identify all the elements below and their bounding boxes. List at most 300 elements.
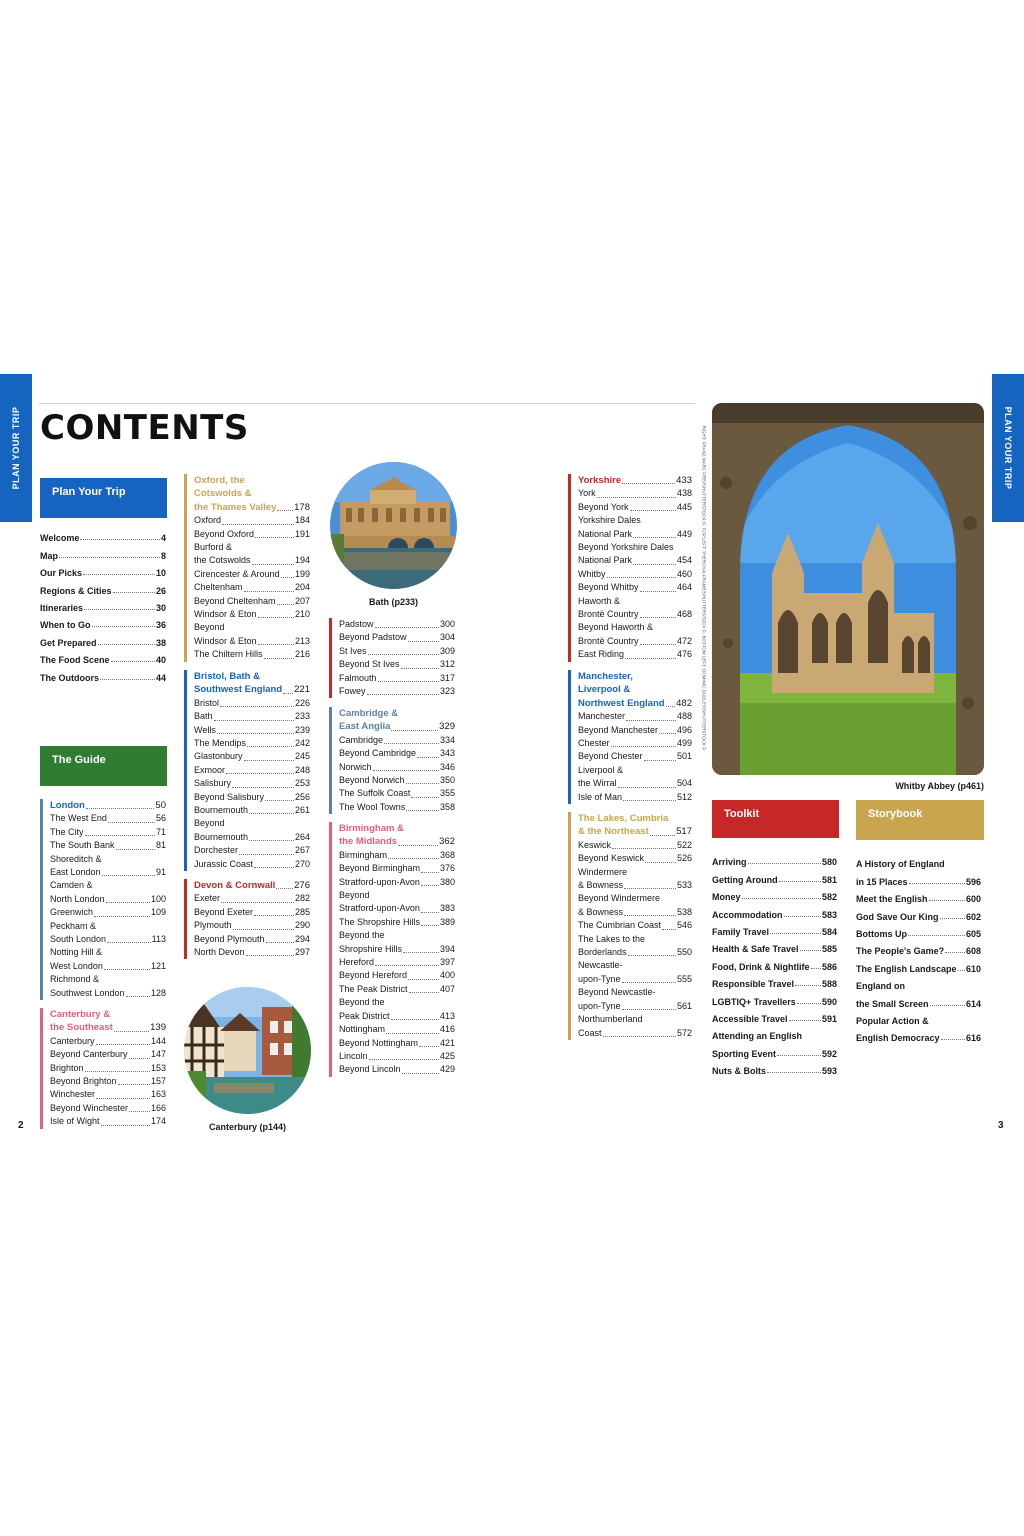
dot-leader [222,524,294,525]
dot-leader [265,800,294,801]
toc-entry-page: 496 [676,724,692,735]
toc-entry-page: 355 [439,788,455,799]
toc-entry-label: Stratford-upon-Avon [339,903,420,914]
toc-entry[interactable] [50,1075,166,1088]
toc-entry-label: National Park [578,555,633,566]
dot-leader [622,1009,676,1010]
dot-leader [811,968,821,969]
section-heading-line: Cambridge & [339,708,399,719]
toc-entry[interactable] [194,514,310,527]
toc-entry[interactable] [578,487,692,500]
toc-entry-page: 421 [439,1037,455,1048]
toc-entry[interactable] [194,621,310,634]
toc-entry[interactable] [712,902,837,919]
toc-entry[interactable] [578,892,692,905]
dot-leader [659,733,676,734]
toc-entry-label: The English Landscape [856,963,957,974]
toc-entry[interactable] [339,929,455,942]
toc-entry[interactable] [194,608,310,621]
toc-entry[interactable] [712,1059,837,1076]
toc-entry-label: LGBTIQ+ Travellers [712,996,796,1007]
bath-illustration [330,462,457,589]
dot-leader [232,787,294,788]
toc-entry-label: upon-Tyne [578,973,621,984]
toc-entry-page: 586 [821,961,837,972]
toc-entry[interactable] [339,943,455,956]
dot-leader [622,982,676,983]
dot-leader [800,950,821,951]
toc-entry[interactable] [856,939,981,956]
toc-entry-page: 593 [821,1066,837,1077]
toc-entry-page: 109 [150,907,166,918]
toc-entry-page: 312 [439,659,455,670]
toc-entry[interactable] [856,974,981,991]
toc-entry[interactable] [856,922,981,939]
toc-entry[interactable] [339,1010,455,1023]
section-tab-label: PLAN YOUR TRIP [1003,406,1013,490]
toc-entry[interactable] [339,983,455,996]
toc-entry[interactable] [50,1102,166,1115]
toc-entry[interactable] [50,973,166,986]
toc-entry[interactable] [578,648,692,661]
toc-entry[interactable] [50,946,166,959]
toc-entry[interactable] [50,879,166,892]
toc-entry[interactable] [50,826,166,839]
toc-entry-page: 290 [294,920,310,931]
toc-entry-label: Borderlands [578,947,627,958]
toc-entry[interactable] [339,902,455,915]
toc-entry[interactable] [578,621,692,634]
toc-entry-page: 407 [439,983,455,994]
toc-entry-label: Beyond [194,818,225,829]
dot-leader [386,1033,439,1034]
toc-entry[interactable] [856,1026,981,1043]
toc-entry[interactable] [339,685,455,698]
section-heading[interactable]: London 50 [50,800,166,811]
toc-entry[interactable] [50,839,166,852]
toc-entry-page: 128 [150,987,166,998]
toc-entry-label: Bristol [194,697,220,708]
toc-entry[interactable] [856,869,981,886]
toc-entry[interactable] [578,866,692,879]
toc-entry-label: Dorchester [194,845,239,856]
toc-entry-label: Beyond Yorkshire Dales [578,542,674,553]
toc-entry-label: Responsible Travel [712,979,795,990]
toc-entry[interactable] [578,501,692,514]
toc-entry-label: Cirencester & Around [194,568,280,579]
toc-entry-page: 191 [294,528,310,539]
toc-entry[interactable] [339,862,455,875]
section-heading[interactable]: the Thames Valley 178 [194,501,310,513]
toc-entry[interactable] [578,1027,692,1040]
toc-entry[interactable] [339,849,455,862]
toc-entry[interactable] [339,969,455,982]
toc-entry[interactable] [578,973,692,986]
toc-entry-page: 270 [294,858,310,869]
toc-entry[interactable] [40,526,166,543]
toc-entry[interactable] [578,879,692,892]
dot-leader [767,1072,821,1073]
section-yorkshire [568,474,692,662]
toc-entry-label: the Wirral [578,778,617,789]
toc-entry[interactable] [578,839,692,852]
toc-entry-label: Wells [194,724,216,735]
toc-entry[interactable] [578,554,692,567]
page-number-left: 2 [18,1120,24,1131]
dot-leader [258,617,294,618]
toc-entry[interactable] [40,543,166,560]
toc-entry-label: the Cotswolds [194,555,251,566]
toc-entry[interactable] [578,906,692,919]
toc-entry[interactable] [578,528,692,541]
toc-entry[interactable] [339,1037,455,1050]
toc-entry[interactable] [194,648,310,661]
toc-entry-page: 582 [821,892,837,903]
dot-leader [378,681,439,682]
dot-leader [908,935,965,936]
toc-entry[interactable] [194,697,310,710]
section-heading[interactable]: Southwest England 221 [194,684,310,696]
toc-entry-page: 550 [676,947,692,958]
toc-entry-page: 581 [821,874,837,885]
toc-entry[interactable] [50,906,166,919]
toc-entry-label: & Bowness [578,906,624,917]
toc-entry-label: Shropshire Hills [339,943,403,954]
toc-entry[interactable] [40,613,166,630]
toc-entry[interactable] [339,734,455,747]
toc-entry[interactable] [712,850,837,867]
toc-entry[interactable] [578,514,692,527]
toc-entry[interactable] [50,1088,166,1101]
toc-entry-page: 592 [821,1048,837,1059]
toc-entry-page: 210 [294,609,310,620]
toc-entry-page: 368 [439,849,455,860]
toc-entry[interactable] [194,791,310,804]
toc-entry[interactable] [578,1013,692,1026]
plan-your-trip-list [40,526,166,683]
dot-leader [770,933,821,934]
dot-leader [421,912,439,913]
toc-entry[interactable] [578,710,692,723]
toc-entry[interactable] [339,876,455,889]
toc-entry[interactable] [50,853,166,866]
toc-entry[interactable] [712,954,837,971]
dot-leader [220,706,294,707]
dot-leader [624,915,676,916]
toc-entry[interactable] [194,892,310,905]
toc-entry[interactable] [578,791,692,804]
section-heading-line: Cotswolds & [194,488,252,500]
dot-leader [217,733,294,734]
toc-entry[interactable] [578,724,692,737]
toc-entry-label: & Bowness [578,880,624,891]
toc-entry[interactable] [194,595,310,608]
toc-entry-label: Peak District [339,1010,390,1021]
dot-leader [59,557,160,558]
toc-entry[interactable] [578,933,692,946]
toc-entry-label: Beyond [194,622,225,633]
toc-entry[interactable] [856,852,981,869]
toc-entry[interactable] [194,777,310,790]
toc-entry-label: Fowey [339,686,366,697]
toc-entry-label: Beyond Salisbury [194,791,265,802]
dot-leader [254,915,294,916]
toc-entry[interactable] [578,581,692,594]
toc-entry-page: 425 [439,1050,455,1061]
toc-entry[interactable] [194,581,310,594]
toc-entry-label: Get Prepared [40,637,97,648]
toc-entry[interactable] [50,1115,166,1128]
toc-entry[interactable] [50,812,166,825]
toc-entry-label: Sporting Event [712,1048,777,1059]
toc-entry-label: The City [50,826,84,837]
toc-entry[interactable] [712,867,837,884]
toc-entry[interactable] [194,750,310,763]
toc-entry-label: The Peak District [339,983,408,994]
toc-entry[interactable] [40,665,166,682]
toc-entry[interactable] [578,777,692,790]
toc-entry[interactable] [194,817,310,830]
toc-entry[interactable] [194,844,310,857]
toc-entry[interactable] [194,858,310,871]
toc-entry[interactable] [194,710,310,723]
toc-entry[interactable] [578,541,692,554]
toc-entry[interactable] [712,1041,837,1058]
dot-leader [640,617,676,618]
toc-entry-label: A History of England [856,859,945,870]
toc-entry[interactable] [339,787,455,800]
dot-leader [85,1071,150,1072]
toc-entry-page: 44 [155,672,166,683]
toc-entry-label: Birmingham [339,849,388,860]
toc-entry[interactable] [578,986,692,999]
toc-entry-label: Beyond Haworth & [578,622,654,633]
toc-entry-label: Southwest London [50,987,125,998]
toc-entry[interactable] [194,554,310,567]
toc-entry-label: Plymouth [194,920,232,931]
dot-leader [252,564,294,565]
dot-leader [611,746,676,747]
dot-leader [94,916,150,917]
toc-entry-label: Welcome [40,533,80,544]
toc-entry[interactable] [578,852,692,865]
toc-entry[interactable] [339,956,455,969]
toc-entry[interactable] [856,904,981,921]
toc-entry[interactable] [339,801,455,814]
toc-entry-page: 460 [676,568,692,579]
toc-entry[interactable] [40,561,166,578]
section-heading[interactable]: Northwest England 482 [578,697,692,709]
toc-entry-page: 26 [155,585,166,596]
toc-entry[interactable] [194,933,310,946]
toc-entry[interactable] [40,648,166,665]
toc-entry[interactable] [194,831,310,844]
toc-entry-label: Beyond Padstow [339,632,407,643]
toc-entry[interactable] [339,1050,455,1063]
toc-entry-label: National Park [578,528,633,539]
toc-entry-page: 147 [150,1049,166,1060]
toc-entry[interactable] [578,919,692,932]
dot-leader [221,902,294,903]
toc-entry[interactable] [339,631,455,644]
toc-entry[interactable] [712,1007,837,1024]
toc-entry[interactable] [712,885,837,902]
section-heading-line: The Lakes, Cumbria [578,813,669,824]
dot-leader [603,1036,676,1037]
section-birmingham [329,822,455,1077]
toc-entry[interactable] [194,724,310,737]
toc-entry[interactable] [339,645,455,658]
toc-entry-label: Beyond Manchester [578,724,659,735]
section-heading[interactable]: the Midlands 362 [339,836,455,848]
toc-entry[interactable] [194,906,310,919]
toc-entry[interactable] [856,956,981,973]
toc-entry[interactable] [40,578,166,595]
bath-caption: Bath (p233) [368,597,418,607]
dot-leader [368,654,439,655]
toc-entry[interactable] [339,618,455,631]
toc-entry-label: Accommodation [712,909,783,920]
toc-entry-page: 584 [821,926,837,937]
toc-entry[interactable] [856,887,981,904]
toc-entry[interactable] [50,920,166,933]
toc-entry-page: 334 [439,734,455,745]
toc-entry[interactable] [339,1063,455,1076]
toc-entry[interactable] [50,1048,166,1061]
toc-entry[interactable] [194,635,310,648]
toc-entry[interactable] [339,916,455,929]
toc-entry[interactable] [578,635,692,648]
section-heading[interactable]: Devon & Cornwall 276 [194,880,310,891]
toc-entry-page: 591 [821,1013,837,1024]
toc-entry-page: 416 [439,1024,455,1035]
toc-entry-page: 297 [294,947,310,958]
toc-entry-label: Attending an English [712,1031,802,1042]
toc-entry[interactable] [578,1000,692,1013]
toc-entry[interactable] [339,774,455,787]
toc-entry-label: Accessible Travel [712,1013,788,1024]
toc-entry[interactable] [50,866,166,879]
toc-entry-label: The Mendips [194,738,247,749]
toc-entry-page: 261 [294,805,310,816]
toc-entry[interactable] [194,541,310,554]
toc-entry-label: Windsor & Eton [194,609,257,620]
toc-entry-page: 153 [150,1062,166,1073]
toc-entry-label: Keswick [578,839,612,850]
toc-entry[interactable] [578,750,692,763]
toc-entry[interactable] [194,946,310,959]
dot-leader [628,955,676,956]
toc-entry-label: Isle of Man [578,791,623,802]
toc-entry-label: Beyond [339,890,370,901]
toc-entry[interactable] [339,761,455,774]
toc-entry[interactable] [578,595,692,608]
toc-entry-label: St Ives [339,645,367,656]
toc-entry-label: Beyond Norwich [339,775,405,786]
toc-entry[interactable] [194,528,310,541]
dot-leader [266,942,294,943]
toc-entry[interactable] [712,972,837,989]
dot-leader [80,539,160,540]
toc-entry-label: Bournemouth [194,805,249,816]
dot-leader [277,604,294,605]
toc-entry[interactable] [40,630,166,647]
toc-entry-label: The Lakes to the [578,933,646,944]
toc-entry[interactable] [339,996,455,1009]
toc-entry[interactable] [578,959,692,972]
toc-entry-page: 429 [439,1064,455,1075]
toc-entry-page: 163 [150,1089,166,1100]
toc-entry[interactable] [578,764,692,777]
toc-entry[interactable] [578,946,692,959]
toc-entry[interactable] [194,737,310,750]
toc-entry[interactable] [194,764,310,777]
toc-entry-label: The Cumbrian Coast [578,920,662,931]
toc-entry-page: 304 [439,632,455,643]
section-lakes [568,812,692,1040]
toc-entry[interactable] [339,672,455,685]
toc-entry[interactable] [194,568,310,581]
toc-entry[interactable] [578,608,692,621]
toc-entry[interactable] [50,1062,166,1075]
toc-entry-page: 242 [294,738,310,749]
toc-entry[interactable] [578,568,692,581]
toc-entry-label: Beyond Nottingham [339,1037,419,1048]
toc-entry-page: 256 [294,791,310,802]
toc-entry[interactable] [578,737,692,750]
dot-leader [421,872,439,873]
toc-entry[interactable] [339,889,455,902]
toc-entry[interactable] [339,1023,455,1036]
toc-entry-label: Canterbury [50,1035,95,1046]
toc-entry[interactable] [50,893,166,906]
toc-entry-label: Beyond Chester [578,751,643,762]
toc-entry[interactable] [194,919,310,932]
toc-entry[interactable] [50,1035,166,1048]
toc-entry-label: Shoreditch & [50,853,102,864]
toc-entry-label: Beyond Newcastle- [578,987,656,998]
section-heading[interactable]: the Southeast 139 [50,1022,166,1034]
section-heading[interactable]: East Anglia 329 [339,721,455,733]
toc-entry[interactable] [712,920,837,937]
section-heading[interactable]: & the Northeast 517 [578,826,692,838]
section-heading[interactable]: Yorkshire 433 [578,475,692,486]
toc-entry-page: 394 [439,943,455,954]
toc-entry-page: 383 [439,903,455,914]
dot-leader [96,1098,150,1099]
toc-entry[interactable] [50,987,166,1000]
toc-entry-label: Brontë Country [578,609,639,620]
toc-entry[interactable] [194,804,310,817]
toc-entry[interactable] [712,989,837,1006]
toc-entry[interactable] [856,1009,981,1026]
toc-entry-label: Regions & Cities [40,585,112,596]
toc-entry-page: 121 [150,960,166,971]
toc-entry[interactable] [712,937,837,954]
toc-entry[interactable] [339,658,455,671]
toc-entry[interactable] [40,596,166,613]
toc-entry[interactable] [856,991,981,1008]
toc-entry-label: Stratford-upon-Avon [339,876,420,887]
toc-entry-label: Exeter [194,893,221,904]
toc-entry-page: 614 [965,998,981,1009]
toc-entry[interactable] [50,960,166,973]
toc-entry[interactable] [339,747,455,760]
toc-entry-page: 600 [965,894,981,905]
toc-entry[interactable] [50,933,166,946]
toc-entry[interactable] [712,1024,837,1041]
page-number-right: 3 [998,1120,1004,1131]
